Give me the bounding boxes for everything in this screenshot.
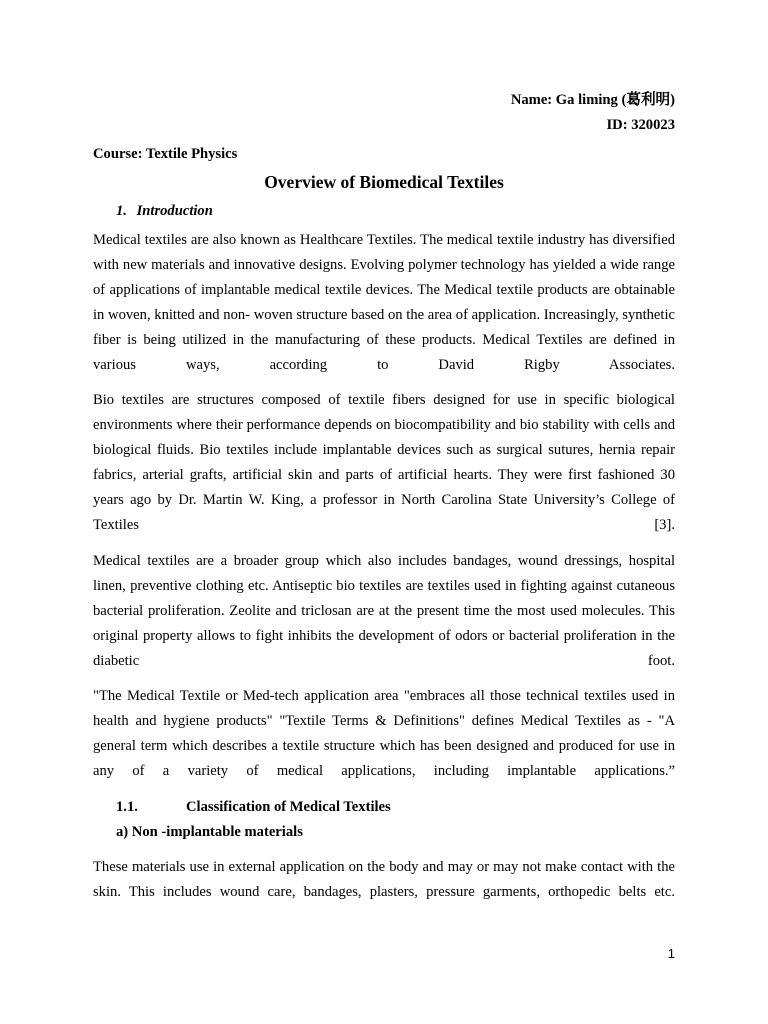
intro-number: 1.	[116, 203, 127, 219]
author-name: Name: Ga liming (葛利明)	[510, 92, 675, 108]
course-label: Course: Textile Physics	[93, 146, 238, 162]
page-number: 1	[667, 946, 675, 961]
subsection-heading	[116, 799, 391, 816]
intro-heading	[116, 203, 213, 220]
intro-label: Introduction	[136, 203, 213, 219]
paragraph-medical-textiles: Medical textiles are a broader group which also includes bandages, wound dressings, hospital linen, preventive clothing etc. Antiseptic bio textiles are textiles used in fighting against cutaneous bacterial proliferation. Zeolite and triclosan are at the present time the most used molecules. This original property allows to fight inhibits the development of odors or bacterial proliferation in the diabetic foot.	[93, 553, 675, 669]
page-title: Overview of Biomedical Textiles	[264, 172, 504, 192]
subsubsection-heading: a) Non -implantable materials	[116, 824, 303, 840]
subsection-number: 1.1.	[116, 799, 138, 815]
paragraph-non-implantable: These materials use in external application on the body and may or may not make contact with the skin. This includes wound care, bandages, plasters, pressure garments, orthopedic belts etc.	[93, 859, 675, 900]
paragraph-biotextiles: Bio textiles are structures composed of textile fibers designed for use in specific biological environments where their performance depends on biocompatibility and bio stability with cells and biological fluids. Bio textiles include implantable devices such as surgical sutures, hernia repair fabrics, arterial grafts, artificial skin and parts of artificial hearts. They were first fashioned 30 years ago by Dr. Martin W. King, a professor in North Carolina State University’s College of Textiles [3].	[93, 392, 675, 533]
subsection-label: Classification of Medical Textiles	[186, 799, 391, 815]
paragraph-definition: "The Medical Textile or Med-tech application area "embraces all those technical textiles used in health and hygiene products" "Textile Terms & Definitions" defines Medical Textiles as - "A general term which describes a textile structure which has been designed and produced for use in any of a variety of medical applications, including implantable applications.”	[93, 688, 675, 779]
paragraph-intro: Medical textiles are also known as Healthcare Textiles. The medical textile industry has diversified with new materials and innovative designs. Evolving polymer technology has yielded a wide range of applications of implantable medical textile devices. The Medical textile products are obtainable in woven, knitted and non- woven structure based on the area of application. Increasingly, synthetic fiber is being utilized in the manufacturing of these products. Medical Textiles are defined in various ways, according to David Rigby Associates.	[93, 232, 675, 373]
student-id: ID: 320023	[606, 117, 675, 133]
